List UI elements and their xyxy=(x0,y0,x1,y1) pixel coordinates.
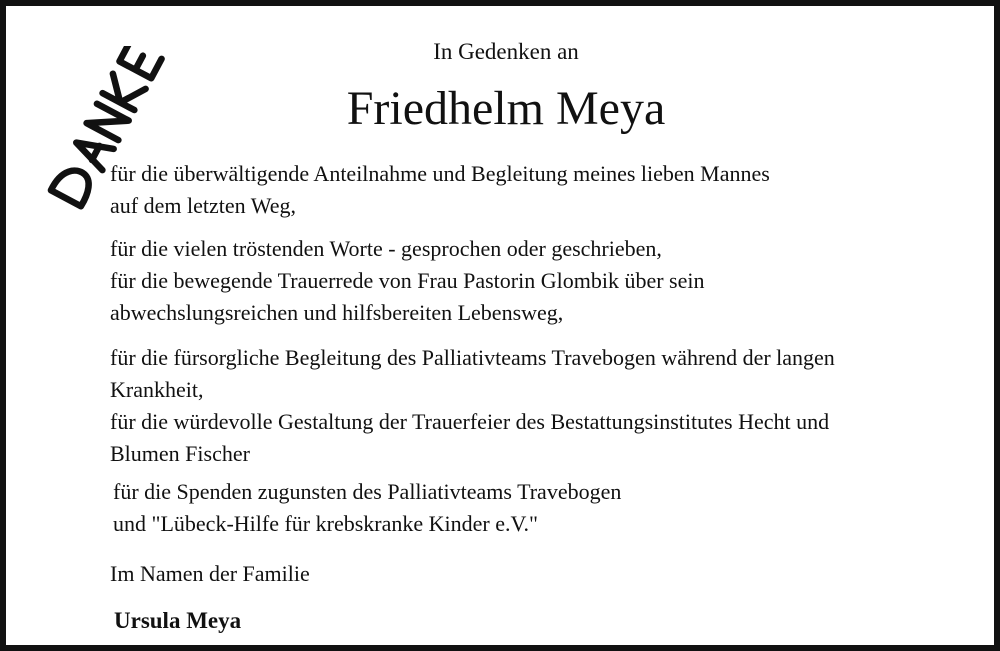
thanks-line: auf dem letzten Weg, xyxy=(110,193,296,218)
thanks-line: für die würdevolle Gestaltung der Trauerfeier des Bestattungsinstitutes Hecht und xyxy=(110,409,830,434)
deceased-name: Friedhelm Meya xyxy=(346,82,666,135)
thanks-line: für die Spenden zugunsten des Palliativteams Travebogen xyxy=(113,479,622,504)
thanks-line: für die überwältigende Anteilnahme und Begleitung meines lieben Mannes xyxy=(110,161,770,186)
thanks-line: und "Lübeck-Hilfe für krebskranke Kinder e.V." xyxy=(113,511,539,536)
thanks-line: für die fürsorgliche Begleitung des Palliativteams Travebogen während der langen xyxy=(110,345,835,370)
closing-text: Im Namen der Familie xyxy=(110,561,310,586)
thanks-line: abwechslungsreichen und hilfsbereiten Lebensweg, xyxy=(110,300,564,325)
signer-name: Ursula Meya xyxy=(114,608,242,633)
thanks-line: für die bewegende Trauerrede von Frau Pastorin Glombik über sein xyxy=(110,268,705,293)
thanks-line: Blumen Fischer xyxy=(110,441,250,466)
thanks-line: Krankheit, xyxy=(110,377,204,402)
thanks-line: für die vielen tröstenden Worte - gesprochen oder geschrieben, xyxy=(110,236,662,261)
intro-text: In Gedenken an xyxy=(433,39,579,64)
